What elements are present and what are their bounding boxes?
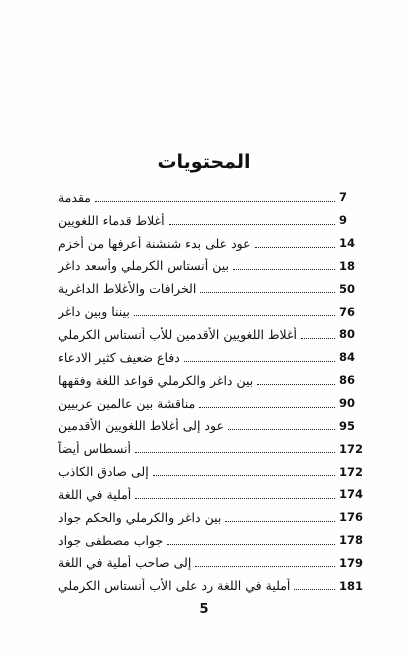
toc-entry — [58, 414, 363, 437]
toc-entry-page: 176 — [339, 510, 364, 525]
toc-list — [58, 186, 363, 597]
toc-entry-page: 179 — [339, 555, 364, 570]
toc-entry — [58, 529, 363, 552]
toc-entry-title: عود على بدء شنشنة أعرفها من أخزم — [58, 235, 251, 251]
dot-leader — [199, 407, 335, 408]
toc-entry-title: إلى صادق الكاذب — [58, 464, 149, 480]
dot-leader — [153, 475, 335, 476]
toc-entry-page: 76 — [339, 304, 356, 319]
toc-entry-title: بين داغر والكرملي قواعد اللغة وفقهها — [58, 372, 254, 388]
toc-entry — [58, 369, 363, 392]
toc-entry — [58, 323, 363, 346]
toc-entry-page: 84 — [339, 350, 356, 365]
toc-entry-title: عود إلى أغلاط اللغويين الأقدمين — [58, 418, 224, 434]
toc-entry-page: 90 — [339, 396, 356, 411]
toc-entry-page: 181 — [339, 578, 364, 593]
toc-entry-title: جواب مصطفى جواد — [58, 532, 164, 548]
page-title: المحتويات — [157, 150, 251, 173]
toc-entry — [58, 277, 363, 300]
toc-entry-page: 178 — [339, 533, 364, 548]
toc-entry — [58, 392, 363, 415]
dot-leader — [134, 315, 335, 316]
page-number: 5 — [199, 602, 209, 617]
toc-entry — [58, 232, 363, 255]
toc-entry-title: أنسطاس أيضاً — [58, 441, 131, 457]
dot-leader — [167, 544, 335, 545]
toc-entry-title: بين أنستاس الكرملي وأسعد داغر — [58, 258, 229, 274]
toc-entry-title: الخرافات والأغلاط الداغرية — [58, 281, 197, 297]
toc-entry-title: دفاع ضعيف كثير الادعاء — [58, 349, 180, 365]
toc-entry-title: أملية في اللغة — [58, 486, 132, 502]
toc-entry-title: مقدمة — [58, 189, 91, 205]
toc-entry-page: 80 — [339, 327, 356, 342]
toc-entry-title: مناقشة بين عالمين عربيين — [58, 395, 196, 411]
dot-leader — [255, 247, 335, 248]
dot-leader — [169, 224, 335, 225]
toc-entry-page: 14 — [339, 236, 356, 251]
toc-entry — [58, 186, 363, 209]
toc-entry-page: 9 — [339, 213, 348, 228]
toc-entry-page: 86 — [339, 373, 356, 388]
toc-entry-title: إلى صاحب أملية في اللغة — [58, 555, 192, 571]
toc-entry-title: أغلاط قدماء اللغويين — [58, 212, 165, 228]
dot-leader — [233, 269, 335, 270]
dot-leader — [135, 452, 335, 453]
toc-entry-title: أغلاط اللغويين الأقدمين للأب أنستاس الكرملي — [58, 326, 298, 342]
toc-entry — [58, 209, 363, 232]
toc-entry-page: 18 — [339, 258, 356, 273]
dot-leader — [225, 521, 335, 522]
toc-entry-page: 7 — [339, 190, 348, 205]
toc-entry-title: بين داغر والكرملي والحكم جواد — [58, 509, 222, 525]
toc-entry-page: 172 — [339, 464, 364, 479]
toc-entry — [58, 574, 363, 597]
dot-leader — [200, 292, 335, 293]
dot-leader — [135, 498, 335, 499]
toc-entry — [58, 460, 363, 483]
dot-leader — [195, 566, 335, 567]
dot-leader — [301, 338, 335, 339]
dot-leader — [184, 361, 335, 362]
toc-entry — [58, 483, 363, 506]
toc-entry — [58, 506, 363, 529]
toc-entry-page: 50 — [339, 281, 356, 296]
toc-entry-title: بيننا وبين داغر — [58, 304, 130, 320]
toc-entry — [58, 255, 363, 278]
toc-entry-page: 172 — [339, 441, 364, 456]
toc-entry-page: 95 — [339, 418, 356, 433]
dot-leader — [294, 589, 335, 590]
toc-entry — [58, 346, 363, 369]
dot-leader — [95, 201, 335, 202]
toc-entry — [58, 437, 363, 460]
dot-leader — [228, 429, 335, 430]
toc-entry-page: 174 — [339, 487, 364, 502]
dot-leader — [257, 384, 335, 385]
toc-entry-title: أملية في اللغة رد على الأب أنستاس الكرملي — [58, 578, 291, 594]
toc-entry — [58, 300, 363, 323]
toc-entry — [58, 552, 363, 575]
